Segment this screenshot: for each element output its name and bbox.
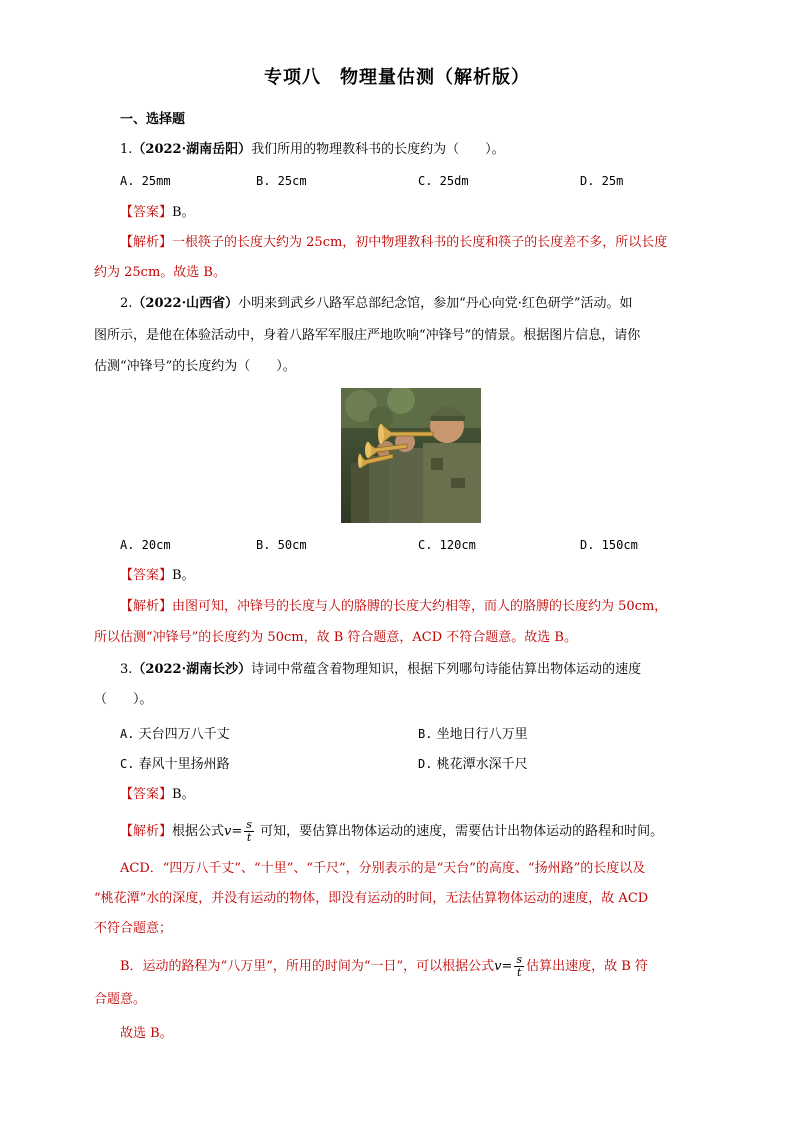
- analysis-label: 【解析】: [120, 599, 173, 614]
- option-c: C. 25dm: [418, 174, 469, 188]
- bugle-soldiers-photo: [341, 388, 481, 523]
- analysis-text: 根据公式: [172, 824, 225, 839]
- option-b: B. 50cm: [256, 538, 307, 552]
- analysis-line: [120, 597, 667, 617]
- question-source: （2022·湖南长沙）: [132, 662, 252, 677]
- question-text: 小明来到武乡八路军总部纪念馆，参加“丹心向党·红色研学”活动。如: [238, 296, 633, 311]
- analysis-line: [120, 953, 648, 981]
- answer-label: 【答案】: [120, 787, 173, 802]
- question-2-stem: [120, 294, 633, 314]
- option-c: C. 120cm: [418, 538, 476, 552]
- analysis-text: “桃花潭”水的深度，并没有运动的物体，即没有运动的时间，无法估算物体运动的速度，故 ACD: [94, 891, 649, 906]
- formula-eq: =: [501, 959, 513, 974]
- page-title: 专项八 物理量估测（解析版）: [264, 67, 530, 88]
- option-b: B. 25cm: [256, 174, 307, 188]
- question-text: 诗词中常蕴含着物理知识，根据下列哪句诗能估算出物体运动的速度: [251, 662, 642, 677]
- analysis-text: ACD．“四万八千丈”、“十里”、“千尺”，分别表示的是“天台”的高度、“扬州路”的长度以及: [120, 861, 646, 876]
- question-text: （ ）。: [94, 692, 153, 707]
- analysis-text: 约为 25cm。故选 B。: [94, 265, 226, 280]
- question-number: 3.: [120, 662, 133, 677]
- analysis-text: 估算出速度，故 B 符: [526, 959, 648, 974]
- answer-label: 【答案】: [120, 205, 173, 220]
- answer-line: [120, 785, 195, 805]
- question-text: 估测“冲锋号”的长度约为（ ）。: [94, 359, 296, 374]
- question-3-stem: [120, 660, 641, 680]
- analysis-text: 不符合题意；: [94, 921, 173, 936]
- answer-value: B。: [172, 568, 195, 583]
- question-number: 1.: [120, 142, 133, 157]
- question-source: （2022·山西省）: [132, 296, 239, 311]
- option-a: A. 天台四万八千丈: [120, 727, 230, 742]
- formula-v: v: [494, 959, 502, 974]
- option-d: D. 150cm: [580, 538, 638, 552]
- option-d: D. 25m: [580, 174, 624, 188]
- analysis-label: 【解析】: [120, 235, 173, 250]
- answer-label: 【答案】: [120, 568, 173, 583]
- question-1-stem: [120, 140, 505, 160]
- section-heading: 一、选择题: [120, 112, 186, 127]
- final-answer: 故选 B。: [120, 1026, 173, 1041]
- analysis-text: 合题意。: [94, 992, 147, 1007]
- formula-eq: =: [231, 824, 243, 839]
- analysis-line: [120, 818, 663, 846]
- option-a: A. 20cm: [120, 538, 171, 552]
- option-b: B. 坐地日行八万里: [418, 727, 528, 742]
- analysis-text: 可知，要估算出物体运动的速度，需要估计出物体运动的路程和时间。: [255, 824, 664, 839]
- answer-value: B。: [172, 205, 195, 220]
- option-d: D. 桃花潭水深千尺: [418, 757, 528, 772]
- question-number: 2.: [120, 296, 133, 311]
- analysis-text: 所以估测“冲锋号”的长度约为 50cm，故 B 符合题意，ACD 不符合题意。故选 B。: [94, 630, 577, 645]
- question-text: 我们所用的物理教科书的长度约为（ ）。: [251, 142, 505, 157]
- analysis-text: 由图可知，冲锋号的长度与人的胳膊的长度大约相等，而人的胳膊的长度约为 50cm，: [172, 599, 668, 614]
- formula-fraction: $\frac{s}{t}$: [246, 818, 252, 844]
- question-text: 图所示，是他在体验活动中，身着八路军军服庄严地吹响“冲锋号”的情景。根据图片信息，请你: [94, 328, 641, 343]
- option-a: A. 25mm: [120, 174, 171, 188]
- analysis-line: [120, 233, 667, 253]
- answer-line: [120, 566, 195, 586]
- answer-value: B。: [172, 787, 195, 802]
- analysis-label: 【解析】: [120, 824, 173, 839]
- formula-fraction: $\frac{s}{t}$: [516, 953, 523, 979]
- question-source: （2022·湖南岳阳）: [132, 142, 252, 157]
- option-c: C. 春风十里扬州路: [120, 757, 230, 772]
- analysis-text: 一根筷子的长度大约为 25cm，初中物理教科书的长度和筷子的长度差不多，所以长度: [172, 235, 668, 250]
- formula-v: v: [224, 824, 232, 839]
- answer-line: [120, 203, 195, 223]
- analysis-text: B．运动的路程为“八万里”，所用的时间为“一日”，可以根据公式: [120, 959, 495, 974]
